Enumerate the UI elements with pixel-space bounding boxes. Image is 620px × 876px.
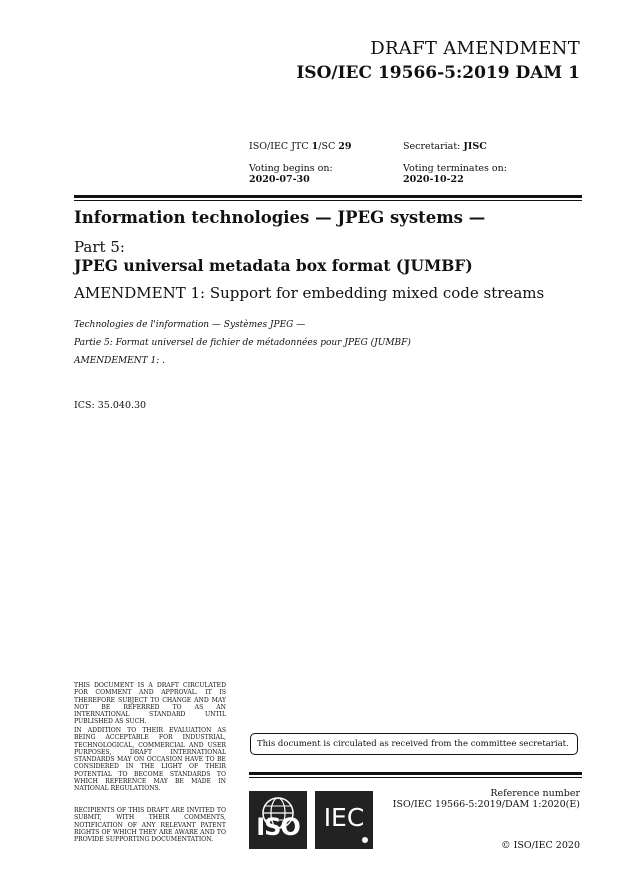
disclaimer-paragraph: THIS DOCUMENT IS A DRAFT CIRCULATED FOR COMMENT AND APPROVAL. IT IS THEREFORE SUBJECT TO CHANGE AND MAY NOT BE REFERRED TO AS AN INTERNATIONAL STANDARD UNTIL PUBLISHED AS SUCH. (74, 682, 226, 726)
disclaimer-paragraph: RECIPIENTS OF THIS DRAFT ARE INVITED TO SUBMIT, WITH THEIR COMMENTS, NOTIFICATION OF ANY RELEVANT PATENT RIGHTS OF WHICH THEY ARE AWARE AND TO PROVIDE SUPPORTING DOCUMENTATION. (74, 807, 226, 844)
iec-dot-icon (362, 837, 368, 843)
copyright: © ISO/IEC 2020 (501, 840, 580, 851)
iec-logo-text: IEC (323, 803, 365, 832)
amendment-title: AMENDMENT 1: Support for embedding mixed code streams (74, 284, 545, 302)
part-number: Part 5: (74, 238, 125, 256)
voting-ends-label: Voting terminates on: (403, 163, 507, 174)
main-title: Information technologies — JPEG systems — (74, 208, 486, 227)
french-title-line: Partie 5: Format universel de fichier de métadonnées pour JPEG (JUMBF) (74, 338, 411, 348)
secretariat: Secretariat: JISC (403, 141, 487, 152)
iso-logo-text: ISO (256, 813, 300, 841)
french-title-line: Technologies de l'information — Systèmes JPEG — (74, 320, 306, 330)
iec-logo (315, 791, 373, 849)
ics-code: ICS: 35.040.30 (74, 400, 147, 411)
divider (249, 777, 582, 778)
doc-number: ISO/IEC 19566-5:2019 DAM 1 (296, 63, 580, 83)
iso-logo (249, 791, 307, 849)
voting-ends-date: 2020-10-22 (403, 174, 464, 185)
voting-begins-date: 2020-07-30 (249, 174, 310, 185)
reference-number: ISO/IEC 19566-5:2019/DAM 1:2020(E) (392, 799, 580, 810)
divider (74, 200, 582, 201)
french-title-line: AMENDEMENT 1: . (74, 356, 165, 366)
disclaimer-paragraph: IN ADDITION TO THEIR EVALUATION AS BEING ACCEPTABLE FOR INDUSTRIAL, TECHNOLOGICAL, COMMERCIAL AND USER PURPOSES, DRAFT INTERNATIONAL STANDARDS MAY ON OCCASION HAVE TO BE CONSIDERED IN THE LIGHT OF THEIR POTENTIAL TO BECOME STANDARDS TO WHICH REFERENCE MAY BE MADE IN NATIONAL REGULATIONS. (74, 727, 226, 793)
draft-label: DRAFT AMENDMENT (370, 38, 580, 59)
voting-begins-label: Voting begins on: (249, 163, 333, 174)
part-title: JPEG universal metadata box format (JUMBF) (74, 256, 473, 275)
divider (249, 772, 582, 775)
divider (74, 195, 582, 198)
circulation-note: This document is circulated as received from the committee secretariat. (250, 733, 578, 755)
reference-label: Reference number (490, 788, 580, 799)
committee-label: ISO/IEC JTC 1/SC 29 (249, 141, 352, 152)
